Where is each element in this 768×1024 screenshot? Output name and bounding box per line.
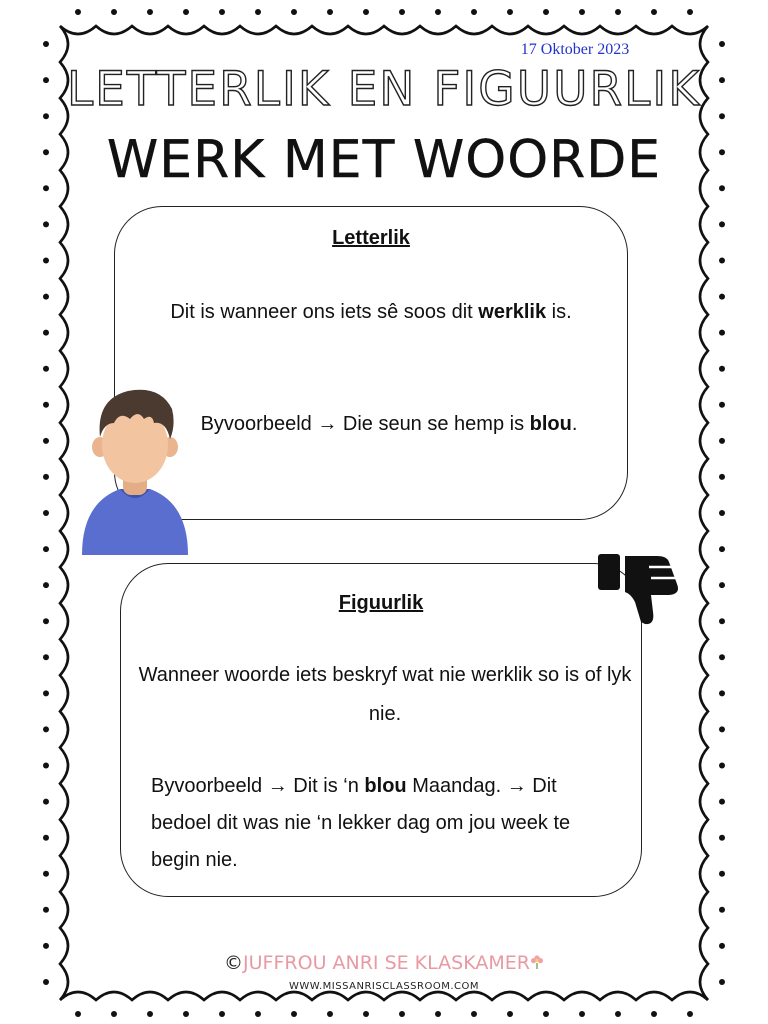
- border-dot: [183, 9, 189, 15]
- border-dot: [43, 438, 49, 444]
- border-dot: [399, 9, 405, 15]
- border-dot: [719, 799, 725, 805]
- border-dot: [719, 474, 725, 480]
- border-dot: [43, 907, 49, 913]
- figuurlik-heading: Figuurlik: [338, 592, 424, 614]
- border-dot: [719, 726, 725, 732]
- border-dot: [719, 907, 725, 913]
- border-dot: [507, 9, 513, 15]
- border-dot: [579, 9, 585, 15]
- footer-brand: [0, 952, 768, 974]
- border-dot: [255, 9, 261, 15]
- border-dot: [719, 221, 725, 227]
- border-dot: [651, 1011, 657, 1017]
- border-dot: [471, 1011, 477, 1017]
- border-dot: [543, 1011, 549, 1017]
- letterlik-definition: [135, 293, 607, 332]
- letterlik-example: [179, 405, 599, 444]
- border-dot: [43, 871, 49, 877]
- border-dot: [327, 1011, 333, 1017]
- boy-avatar-icon: [80, 385, 190, 560]
- border-dot: [719, 510, 725, 516]
- border-dot: [579, 1011, 585, 1017]
- border-dot: [43, 618, 49, 624]
- border-dot: [43, 510, 49, 516]
- border-dot: [43, 221, 49, 227]
- letterlik-example-end: .: [571, 413, 578, 435]
- border-dot: [43, 799, 49, 805]
- border-dot: [719, 763, 725, 769]
- border-dot: [719, 582, 725, 588]
- border-dot: [147, 9, 153, 15]
- border-dot: [43, 402, 49, 408]
- letterlik-example-text: Byvoorbeeld → Die seun se hemp is: [200, 413, 530, 435]
- figuurlik-example-text: Byvoorbeeld → Dit is ‘n: [151, 775, 365, 797]
- copyright-symbol: ©: [224, 952, 244, 974]
- border-dot: [687, 9, 693, 15]
- border-dot: [719, 618, 725, 624]
- border-dot: [719, 258, 725, 264]
- border-dot: [507, 1011, 513, 1017]
- figuurlik-example-bold: blou: [364, 775, 407, 797]
- border-dot: [719, 330, 725, 336]
- border-dot: [291, 1011, 297, 1017]
- border-dot: [719, 402, 725, 408]
- letterlik-heading: Letterlik: [332, 227, 410, 249]
- border-dot: [43, 41, 49, 47]
- border-dot: [255, 1011, 261, 1017]
- border-dot: [183, 1011, 189, 1017]
- border-dot: [471, 9, 477, 15]
- figuurlik-example: [151, 768, 621, 879]
- thumbs-down-icon: [595, 550, 685, 628]
- border-dot: [111, 1011, 117, 1017]
- border-dot: [719, 366, 725, 372]
- border-dot: [43, 835, 49, 841]
- border-dot: [43, 294, 49, 300]
- letterlik-definition-bold: werklik: [478, 301, 547, 323]
- border-scallop-edge: [60, 26, 708, 34]
- border-dot: [219, 1011, 225, 1017]
- border-dot: [719, 654, 725, 660]
- border-dot: [719, 871, 725, 877]
- figuurlik-example-end: Maandag. → Dit bedoel dit was nie ‘n lekker dag om jou week te begin nie.: [151, 775, 571, 871]
- border-dot: [363, 9, 369, 15]
- border-dot: [363, 1011, 369, 1017]
- letterlik-definition-text: Dit is wanneer ons iets sê soos dit: [170, 301, 479, 323]
- brand-name: JUFFROU ANRI SE KLASKAMER: [243, 952, 530, 974]
- border-dot: [43, 690, 49, 696]
- border-dot: [719, 41, 725, 47]
- border-dot: [615, 9, 621, 15]
- border-dot: [435, 1011, 441, 1017]
- border-dot: [43, 763, 49, 769]
- border-dot: [75, 9, 81, 15]
- letterlik-card: [114, 206, 628, 520]
- border-dot: [43, 258, 49, 264]
- border-dot: [719, 438, 725, 444]
- border-dot: [719, 690, 725, 696]
- figuurlik-card: [120, 563, 642, 897]
- border-dot: [219, 9, 225, 15]
- flower-icon: [530, 954, 544, 970]
- border-dot: [399, 1011, 405, 1017]
- border-dot: [719, 294, 725, 300]
- border-dot: [719, 546, 725, 552]
- border-dot: [615, 1011, 621, 1017]
- border-dot: [719, 835, 725, 841]
- border-dot: [111, 9, 117, 15]
- page-title: LETTERLIK EN FIGUURLIK: [66, 62, 702, 117]
- footer-url: WWW.MISSANRISCLASSROOM.COM: [288, 981, 480, 992]
- border-dot: [43, 726, 49, 732]
- border-dot: [43, 943, 49, 949]
- page-subtitle: WERK MET WOORDE: [106, 130, 662, 190]
- border-dot: [687, 1011, 693, 1017]
- border-dot: [43, 582, 49, 588]
- date-label: 17 Oktober 2023: [520, 41, 630, 58]
- border-dot: [43, 654, 49, 660]
- border-dot: [147, 1011, 153, 1017]
- border-dot: [75, 1011, 81, 1017]
- border-dot: [435, 9, 441, 15]
- border-dot: [291, 9, 297, 15]
- border-dot: [543, 9, 549, 15]
- letterlik-definition-end: is.: [546, 301, 572, 323]
- border-dot: [43, 330, 49, 336]
- figuurlik-definition: Wanneer woorde iets beskryf wat nie werklik so is of lyk nie.: [138, 664, 632, 725]
- border-dot: [43, 546, 49, 552]
- letterlik-example-bold: blou: [529, 413, 572, 435]
- border-dot: [43, 474, 49, 480]
- border-dot: [651, 9, 657, 15]
- border-dot: [327, 9, 333, 15]
- border-scallop-edge: [60, 992, 708, 1000]
- border-dot: [719, 943, 725, 949]
- border-dot: [43, 366, 49, 372]
